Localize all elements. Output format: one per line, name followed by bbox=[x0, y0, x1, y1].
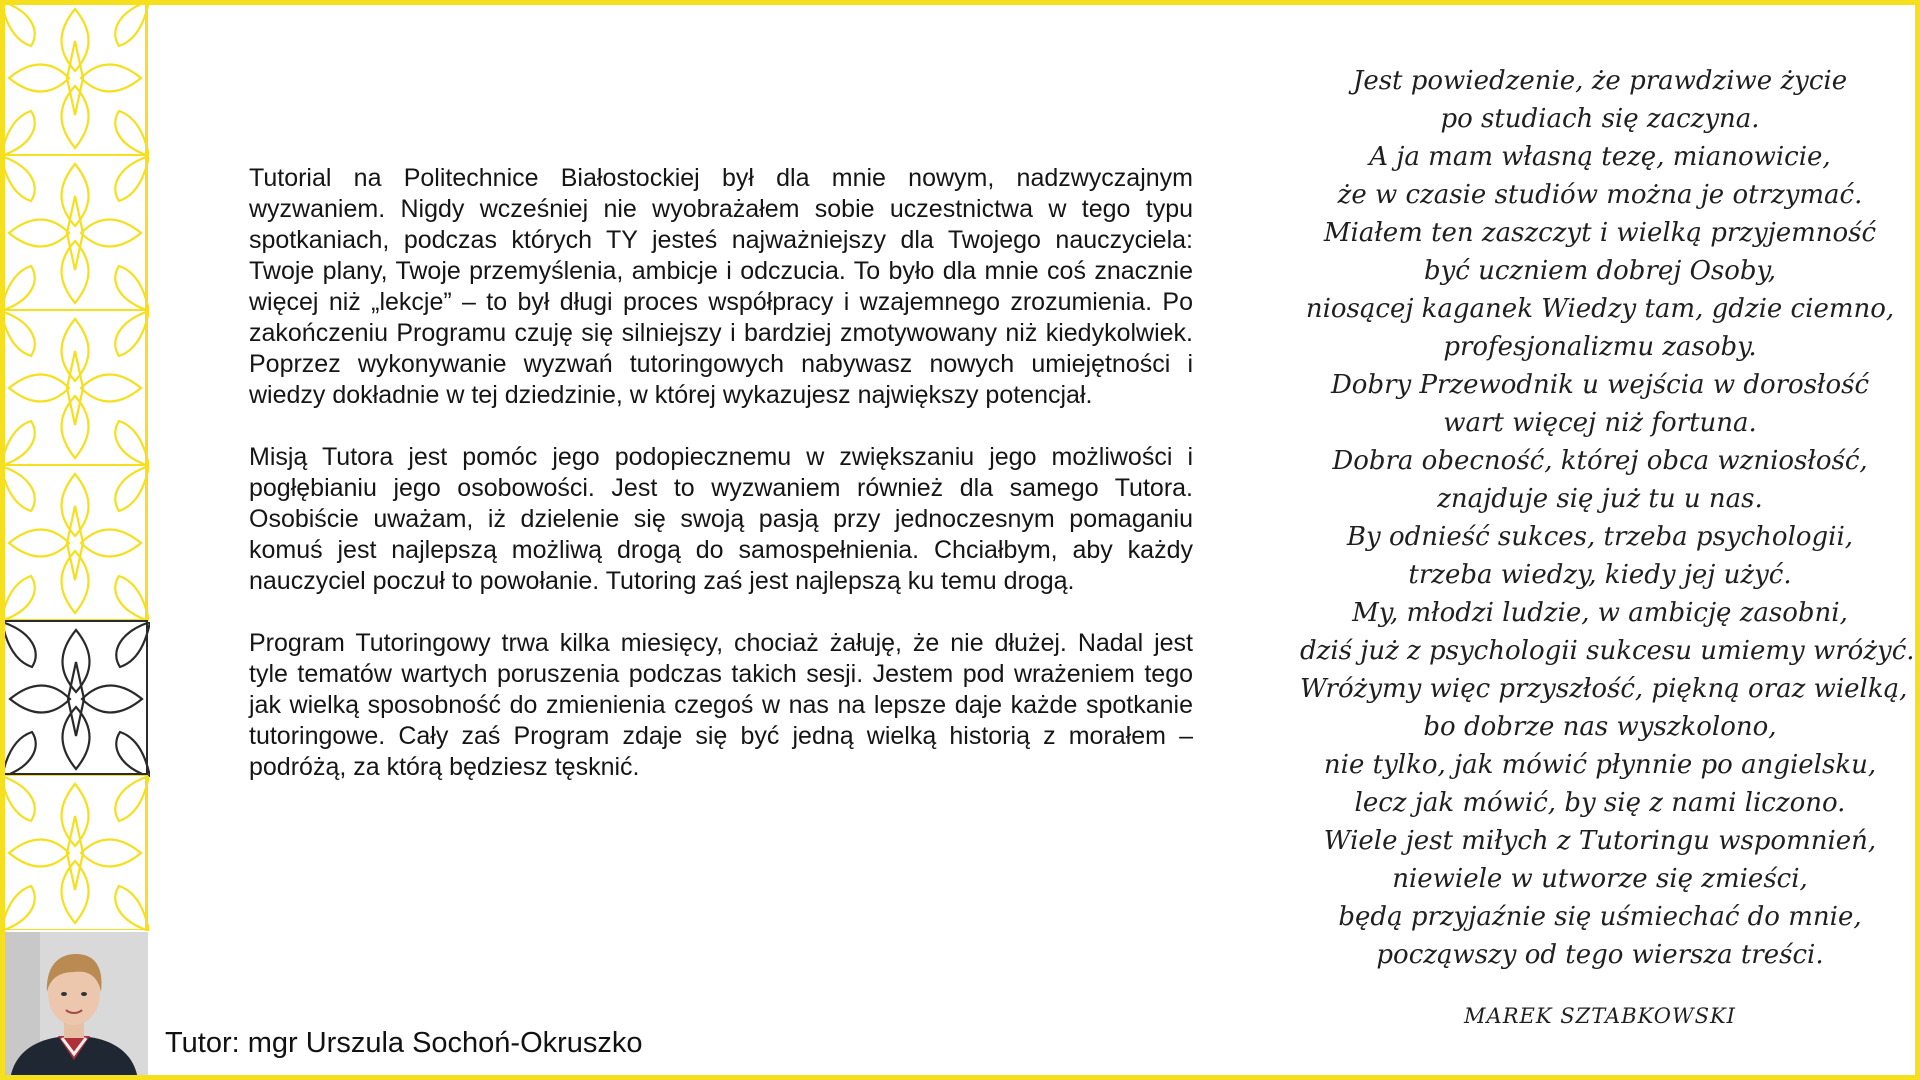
poem-line: że w czasie studiów można je otrzymać. bbox=[1337, 180, 1863, 210]
poem-line: bo dobrze nas wyszkolono, bbox=[1423, 712, 1777, 742]
pattern-tile-dark bbox=[0, 620, 148, 775]
poem-line: niosącej kaganek Wiedzy tam, gdzie ciemno, bbox=[1305, 294, 1895, 324]
pattern-tile bbox=[0, 0, 148, 155]
poem bbox=[1300, 62, 1915, 974]
poem-line: lecz jak mówić, by się z nami liczono. bbox=[1354, 788, 1846, 818]
poem-line: dziś już z psychologii sukcesu umiemy wróżyć. bbox=[1300, 636, 1915, 666]
poem-line: począwszy od tego wiersza treści. bbox=[1376, 940, 1824, 970]
poem-line: Dobry Przewodnik u wejścia w dorosłość bbox=[1330, 370, 1870, 400]
poem-line: będą przyjaźnie się uśmiechać do mnie, bbox=[1338, 902, 1862, 932]
poem-author: MAREK SZTABKOWSKI bbox=[1464, 1004, 1736, 1028]
poem-line: Miałem ten zaszczyt i wielką przyjemność bbox=[1323, 218, 1877, 248]
paragraph: Tutorial na Politechnice Białostockiej był dla mnie nowym, nadzwyczajnym wyzwaniem. Nigdy wcześniej nie wyobrażałem sobie uczestnictwa w tego typu spotkaniach, podczas których TY jesteś najważniejszy dla Twojego nauczyciela: Twoje plany, Twoje przemyślenia, ambicje i odczucia. To było dla mnie coś znacznie więcej niż „lekcje” – to był długi proces współpracy i wzajemnego zrozumienia. Po zakończeniu Programu czuję się silniejszy i bardziej zmotywowany niż kiedykolwiek. Poprzez wykonywanie wyzwań tutoringowych nabywasz nowych umiejętności i wiedzy dokładnie w tej dziedzinie, w której wykazujesz największy potencjał. bbox=[249, 164, 1193, 409]
poem-line: profesjonalizmu zasoby. bbox=[1443, 332, 1757, 362]
poem-line: Wiele jest miłych z Tutoringu wspomnień, bbox=[1323, 826, 1877, 856]
poem-line: By odnieść sukces, trzeba psychologii, bbox=[1346, 522, 1854, 552]
decorative-pattern-column bbox=[0, 0, 148, 930]
poem-line: nie tylko, jak mówić płynnie po angielsku, bbox=[1323, 750, 1877, 780]
poem-line: Dobra obecność, której obca wzniosłość, bbox=[1332, 446, 1868, 476]
poem-line: niewiele w utworze się zmieści, bbox=[1392, 864, 1808, 894]
pattern-tile bbox=[0, 310, 148, 465]
tutor-caption: Tutor: mgr Urszula Sochoń-Okruszko bbox=[165, 1027, 643, 1059]
pattern-tile bbox=[0, 465, 148, 620]
poem-line: Jest powiedzenie, że prawdziwe życie bbox=[1352, 66, 1848, 96]
pattern-tile bbox=[0, 775, 148, 930]
poem-line: A ja mam własną tezę, mianowicie, bbox=[1369, 142, 1831, 172]
pattern-tile bbox=[0, 155, 148, 310]
poem-line: znajduje się już tu u nas. bbox=[1437, 484, 1763, 514]
tutor-photo bbox=[0, 932, 148, 1080]
poem-line: być uczniem dobrej Osoby, bbox=[1423, 256, 1777, 286]
poem-line: Wróżymy więc przyszłość, piękną oraz wielką, bbox=[1300, 674, 1908, 704]
paragraph: Misją Tutora jest pomóc jego podopiecznemu w zwiększaniu jego możliwości i pogłębianiu jego osobowości. Jest to wyzwaniem również dla samego Tutora. Osobiście uważam, iż dzielenie się swoją pasją przy jednoczesnym pomaganiu komuś jest najlepszą możliwą drogą do samospełnienia. Chciałbym, aby każdy nauczyciel poczuł to powołanie. Tutoring zaś jest najlepszą ku temu drogą. bbox=[249, 443, 1193, 595]
paragraph: Program Tutoringowy trwa kilka miesięcy, chociaż żałuję, że nie dłużej. Nadal jest tyle tematów wartych poruszenia podczas takich sesji. Jestem pod wrażeniem tego jak wielką sposobność do zmienienia czegoś w nas na lepsze daje każde spotkanie tutoringowe. Cały zaś Program zdaje się być jedną wielką historią z morałem – podróżą, za którą będziesz tęsknić. bbox=[249, 629, 1193, 781]
poem-line: po studiach się zaczyna. bbox=[1440, 104, 1760, 134]
poem-line: My, młodzi ludzie, w ambicję zasobni, bbox=[1352, 598, 1848, 628]
poem-line: wart więcej niż fortuna. bbox=[1443, 408, 1757, 438]
testimonial-text bbox=[249, 163, 1193, 814]
poem-line: trzeba wiedzy, kiedy jej użyć. bbox=[1408, 560, 1792, 590]
